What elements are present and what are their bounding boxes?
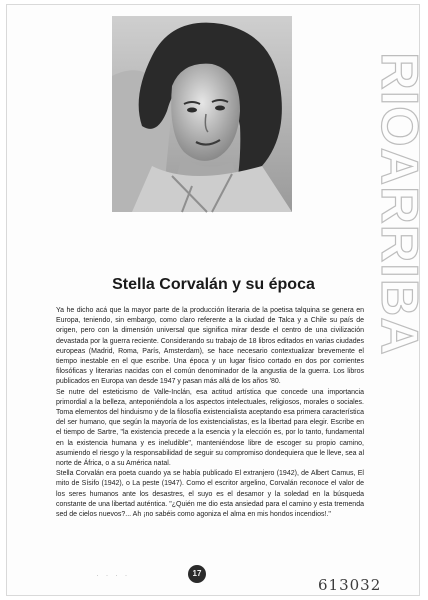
- faint-print-mark: · · · ·: [96, 570, 130, 580]
- handwritten-catalog-number: 613032: [318, 576, 382, 594]
- portrait-photo: [112, 16, 292, 212]
- article-paragraph: Stella Corvalán era poeta cuando ya se había publicado El extranjero (1942), de Albert Camus, El mito de Sísifo (1942), o La peste (1947). Como el escritor argelino, Corvalán reconoce el valor de los seres humanos ante los desastres, el suyo es el desamor y la soledad en la búsqueda constante de una libertad auténtica. "¿Quién me dio esta ansiedad para el camino y esta tremenda sed de cielos nuevos?... Ah ¡no sabéis como agoniza el alma en mis hondos incendios!.": [56, 470, 364, 519]
- side-masthead: [370, 24, 428, 384]
- page-number-badge: 17: [188, 565, 206, 583]
- article-body: [56, 306, 364, 520]
- portrait-illustration: [112, 16, 292, 212]
- article-title: Stella Corvalán y su época: [112, 276, 315, 293]
- article-paragraph: Ya he dicho acá que la mayor parte de la producción literaria de la poetisa talquina se genera en Europa, teniendo, sin embargo, como claro referente a la ciudad de Talca y a Chile su país de origen, pero con la dimensión universal que significa mirar desde el centro de una civilización devastada por la guerra reciente. Considerando su trabajo de 18 libros editados en varias ciudades europeas (Madrid, Roma, París, Amsterdam), se hace necesario contextualizar brevemente el tiempo inestable en el que escribe. Una época y un lugar físico cortado en dos por corrientes filosóficas y literarias nacidas con el común denominador de la angustia de la guerra. Los libros publicados en Europa van desde 1947 y pasan más allá de los años '80.: [56, 307, 364, 386]
- article-paragraph: Se nutre del esteticismo de Valle-Inclán, esa actitud artística que concede una importancia primordial a la belleza, anteponiéndola a los aspectos intelectuales, religiosos, morales o sociales. Toma elementos del hinduismo y de la filosofía existencialista aceptando esa primera característica del ser humano, que según la mayoría de los existencialistas, es la libertad para elegir. Escribe en el tiempo de Sartre, "la existencia precede a la esencia y la elección es, por lo tanto, fundamental en la existencia humana y es ineludible", manteniéndose libre de escoger su propio camino, asumiendo el riesgo y la responsabilidad de seguir su compromiso dondequiera que le lleve, sea al norte de África, o a su América natal.: [56, 388, 364, 468]
- side-masthead-text: RIOARRIBA: [370, 52, 428, 356]
